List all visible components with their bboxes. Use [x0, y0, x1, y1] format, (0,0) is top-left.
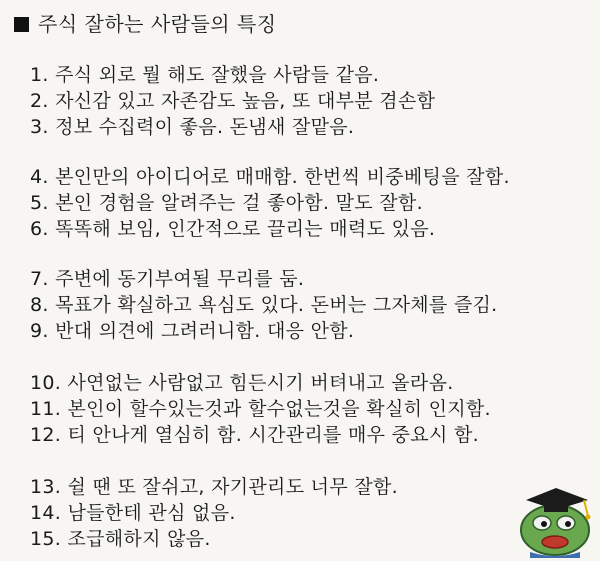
black-square-icon — [14, 17, 29, 32]
list-item: 10. 사연없는 사람없고 힘든시기 버텨내고 올라옴. — [30, 372, 454, 394]
list-item: 11. 본인이 할수있는것과 할수없는것을 확실히 인지함. — [30, 398, 491, 420]
list-item: 8. 목표가 확실하고 욕심도 있다. 돈버는 그자체를 즐김. — [30, 294, 498, 316]
graduation-frog-icon — [508, 478, 598, 558]
list-item: 14. 남들한테 관심 없음. — [30, 502, 236, 524]
list-item: 1. 주식 외로 뭘 해도 잘했을 사람들 같음. — [30, 64, 380, 86]
list-item: 15. 조급해하지 않음. — [30, 528, 211, 550]
title-text: 주식 잘하는 사람들의 특징 — [38, 12, 277, 36]
list-item: 4. 본인만의 아이디어로 매매함. 한번씩 비중베팅을 잘함. — [30, 166, 510, 188]
list-item: 2. 자신감 있고 자존감도 높음, 또 대부분 겸손함 — [30, 90, 436, 112]
list-item: 12. 티 안나게 열심히 함. 시간관리를 매우 중요시 함. — [30, 424, 479, 446]
list-item: 3. 정보 수집력이 좋음. 돈냄새 잘맡음. — [30, 116, 355, 138]
list-item: 7. 주변에 동기부여될 무리를 둠. — [30, 268, 305, 290]
list-item: 13. 쉴 땐 또 잘쉬고, 자기관리도 너무 잘함. — [30, 476, 398, 498]
list-item: 6. 똑똑해 보임, 인간적으로 끌리는 매력도 있음. — [30, 218, 436, 240]
list-item: 5. 본인 경험을 알려주는 걸 좋아함. 말도 잘함. — [30, 192, 423, 214]
document-title — [14, 10, 277, 38]
list-item: 9. 반대 의견에 그려러니함. 대응 안함. — [30, 320, 355, 342]
